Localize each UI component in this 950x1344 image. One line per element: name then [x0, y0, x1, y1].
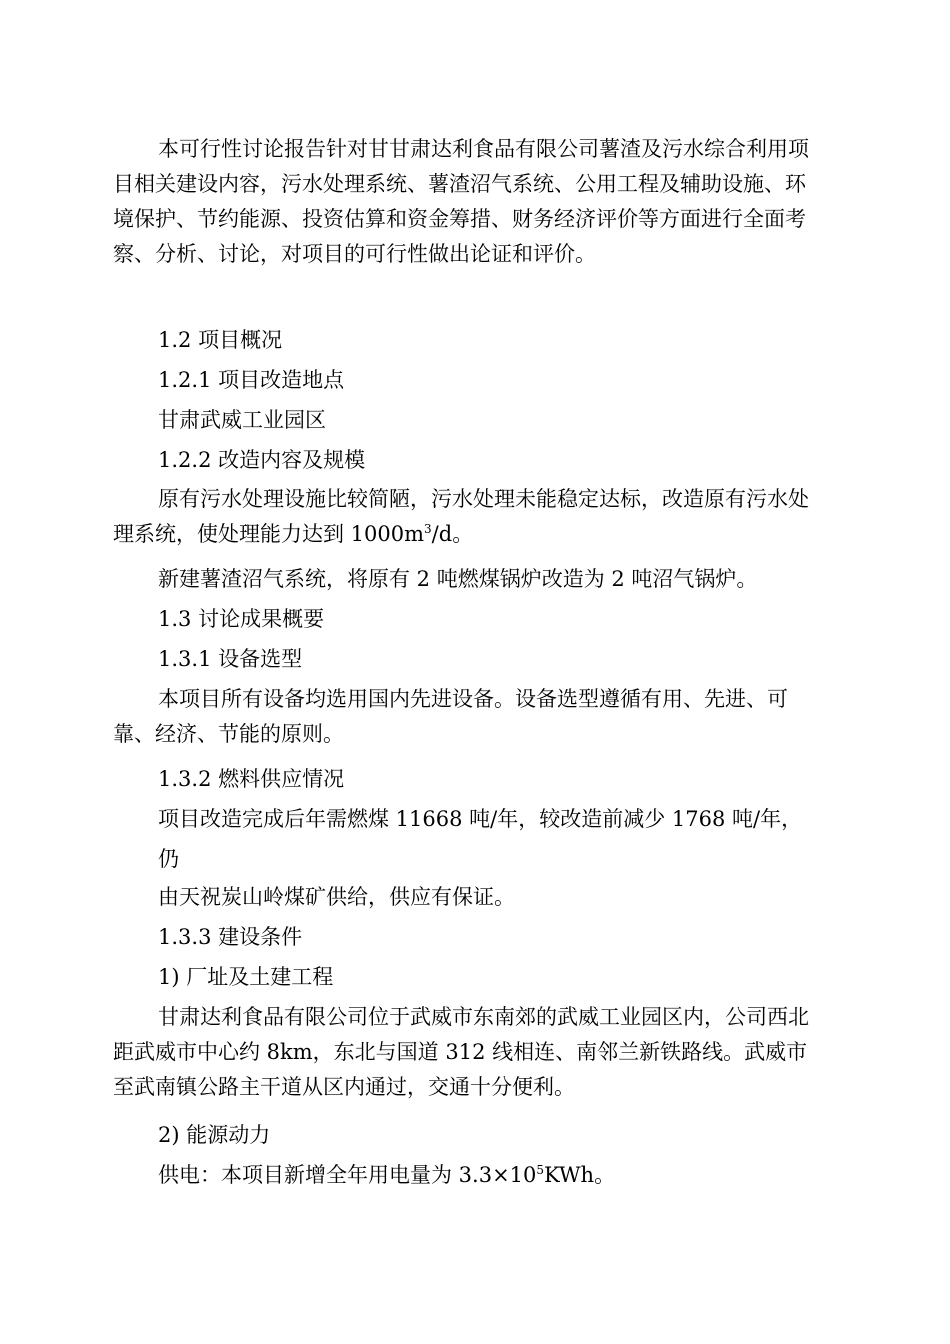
scale-text-main: 原有污水处理设施比较简陋，污水处理未能稳定达标，改造原有污水处理系统，使处理能力达到 1000m [113, 487, 809, 546]
power-superscript: 5 [536, 1163, 545, 1177]
fuel-line-1: 项目改造完成后年需燃煤 11668 吨/年，较改造前减少 1768 吨/年， [158, 807, 803, 831]
item-2-heading: 2) 能源动力 [158, 1123, 271, 1147]
item-1-heading: 1) 厂址及土建工程 [158, 965, 334, 989]
power-paragraph [158, 1158, 615, 1193]
site-paragraph: 甘肃达利食品有限公司位于武威市东南郊的武威工业园区内，公司西北距武威市中心约 8km，东北与国道 312 线相连、南邻兰新铁路线。武威市至武南镇公路主干道从区内通过，交通十分便利。 [113, 1005, 809, 1099]
section-1-3-heading: 1.3 讨论成果概要 [158, 607, 325, 631]
section-1-3-3-heading: 1.3.3 建设条件 [158, 925, 303, 949]
power-text-unit: KWh。 [544, 1163, 616, 1187]
section-1-2-1-heading: 1.2.1 项目改造地点 [158, 368, 345, 392]
scale-superscript: 3 [424, 522, 432, 536]
biogas-paragraph: 新建薯渣沼气系统，将原有 2 吨燃煤锅炉改造为 2 吨沼气锅炉。 [158, 567, 758, 591]
fuel-line-2: 仍 [158, 847, 179, 871]
section-1-2-2-heading: 1.2.2 改造内容及规模 [158, 448, 366, 472]
scale-paragraph [113, 482, 817, 552]
section-1-2-heading: 1.2 项目概况 [158, 328, 283, 352]
scale-text-unit: /d。 [431, 522, 474, 546]
fuel-line-3: 由天祝炭山岭煤矿供给，供应有保证。 [158, 885, 515, 909]
location-text: 甘肃武威工业园区 [158, 408, 326, 432]
equipment-paragraph: 本项目所有设备均选用国内先进设备。设备选型遵循有用、先进、可靠、经济、节能的原则。 [113, 687, 788, 746]
power-text-main: 供电：本项目新增全年用电量为 3.3×10 [158, 1163, 537, 1187]
section-1-3-1-heading: 1.3.1 设备选型 [158, 647, 303, 671]
intro-paragraph: 本可行性讨论报告针对甘甘肃达利食品有限公司薯渣及污水综合利用项目相关建设内容，污水处理系统、薯渣沼气系统、公用工程及辅助设施、环境保护、节约能源、投资估算和资金筹措、财务经济评价等方面进行全面考察、分析、讨论，对项目的可行性做出论证和评价。 [113, 137, 809, 266]
section-1-3-2-heading: 1.3.2 燃料供应情况 [158, 767, 345, 791]
